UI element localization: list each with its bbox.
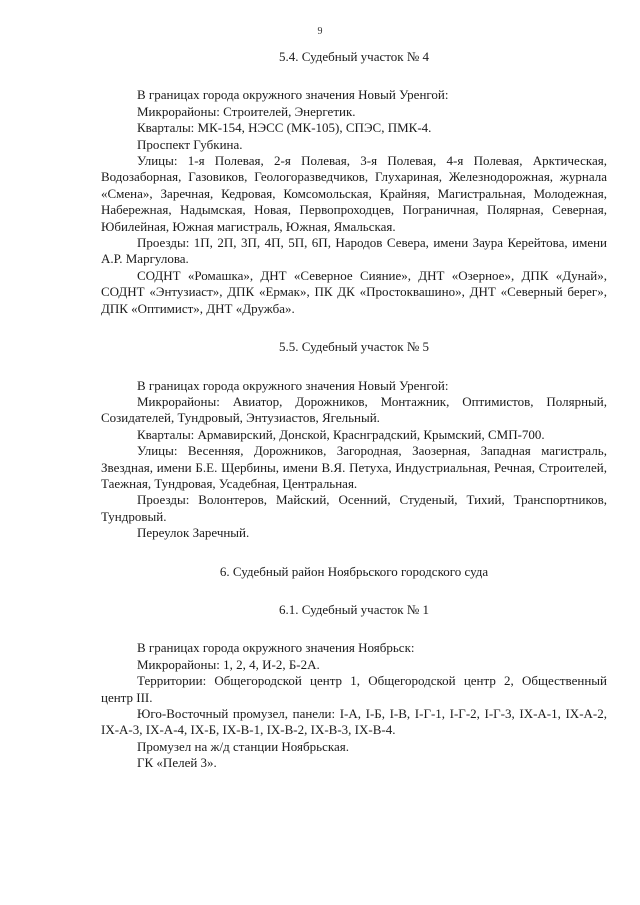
section-5-5-title: 5.5. Судебный участок № 5: [279, 339, 429, 355]
s54-societies: СОДНТ «Ромашка», ДНТ «Северное Сияние», ДНТ «Озерное», ДПК «Дунай», СОДНТ «Энтузиаст», ДПК «Ермак», ПК ДК «Простоквашино», ДНТ «Северный берег», ДПК «Оптимист», ДНТ «Дружба».: [101, 267, 607, 316]
s61-industrial-zone: Юго-Восточный промузел, панели: I-А, I-Б, I-В, I-Г-1, I-Г-2, I-Г-3, IX-А-1, IX-А-2, IX-А-3, IX-А-4, IX-Б, IX-В-1, IX-В-2, IX-В-3, IX-В-4.: [101, 706, 607, 738]
s61-garage-cooperative: ГК «Пелей 3».: [137, 755, 217, 771]
s55-quarters: Кварталы: Армавирский, Донской, Краснградский, Крымский, СМП-700.: [137, 426, 545, 442]
section-6-1-title: 6.1. Судебный участок № 1: [279, 601, 429, 617]
s54-quarters: Кварталы: МК-154, НЭСС (МК-105), СПЭС, ПМК-4.: [137, 120, 432, 136]
s54-city: В границах города окружного значения Новый Уренгой:: [137, 87, 449, 103]
s54-passages: Проезды: 1П, 2П, 3П, 4П, 5П, 6П, Народов Севера, имени Заура Керейтова, имени А.Р. Маргулова.: [101, 235, 607, 267]
s54-microdistricts: Микрорайоны: Строителей, Энергетик.: [137, 103, 356, 119]
s54-avenue: Проспект Губкина.: [137, 136, 243, 152]
s61-railway-zone: Промузел на ж/д станции Ноябрьская.: [137, 738, 349, 754]
s55-lane: Переулок Заречный.: [137, 525, 250, 541]
page-number: 9: [317, 26, 323, 37]
s54-streets: Улицы: 1-я Полевая, 2-я Полевая, 3-я Полевая, 4-я Полевая, Арктическая, Водозаборная, Газовиков, Геологоразведчиков, Глухариная, Железнодорожная, журнала «Смена», Заречная, Кедровая, Комсомольская, Крайняя, Магистральная, Молодежная, Набережная, Надымская, Новая, Первопроходцев, Пограничная, Полярная, Северная, Юбилейная, Южная магистраль, Южная, Ямальская.: [101, 153, 607, 234]
page-content: [101, 49, 607, 772]
s55-streets: Улицы: Весенняя, Дорожников, Загородная, Заозерная, Западная магистраль, Звездная, имени Б.Е. Щербины, имени В.Я. Петуха, Индустриальная, Речная, Строителей, Таежная, Тундровая, Усадебная, Центральная.: [101, 443, 607, 491]
section-5-4-title: 5.4. Судебный участок № 4: [279, 49, 429, 64]
s61-city: В границах города окружного значения Ноябрьск:: [137, 640, 415, 656]
section-6-title: 6. Судебный район Ноябрьского городского суда: [219, 563, 489, 579]
s55-passages: Проезды: Волонтеров, Майский, Осенний, Студеный, Тихий, Транспортников, Тундровый.: [101, 492, 607, 524]
s61-microdistricts: Микрорайоны: 1, 2, 4, И-2, Б-2А.: [137, 656, 320, 672]
s55-microdistricts: Микрорайоны: Авиатор, Дорожников, Монтажник, Оптимистов, Полярный, Созидателей, Тундровый, Энтузиастов, Ягельный.: [101, 393, 607, 426]
s55-city: В границах города окружного значения Новый Уренгой:: [137, 377, 449, 393]
s61-territories: Территории: Общегородской центр 1, Общегородской центр 2, Общественный центр III.: [101, 673, 607, 705]
